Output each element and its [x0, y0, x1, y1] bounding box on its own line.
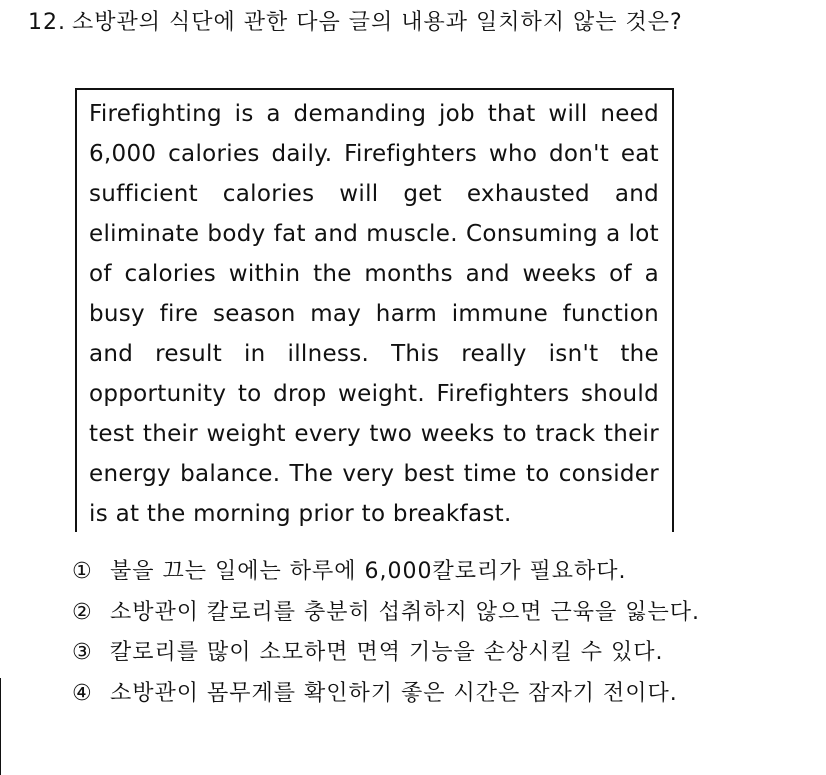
choice-marker: ① — [72, 559, 93, 584]
passage-box — [75, 88, 674, 532]
choice-text: 소방관이 칼로리를 충분히 섭취하지 않으면 근육을 잃는다. — [110, 600, 701, 625]
choice-1[interactable] — [72, 556, 772, 588]
choice-4[interactable] — [72, 678, 772, 709]
choice-2[interactable] — [72, 597, 772, 628]
choice-text: 소방관이 몸무게를 확인하기 좋은 시간은 잠자기 전이다. — [110, 681, 678, 706]
choice-marker: ② — [72, 600, 93, 625]
question-number: 12. — [28, 10, 66, 35]
column-divider — [0, 678, 1, 775]
choice-marker: ③ — [72, 640, 93, 665]
question-text: 소방관의 식단에 관한 다음 글의 내용과 일치하지 않는 것은? — [72, 10, 683, 35]
choice-text: 칼로리를 많이 소모하면 면역 기능을 손상시킬 수 있다. — [110, 640, 664, 665]
choice-3[interactable] — [72, 637, 772, 669]
answer-choices — [72, 556, 772, 718]
question-stem — [28, 8, 808, 38]
passage-text: Firefighting is a demanding job that will need 6,000 calories daily. Firefighters who don't eat sufficient calories will get exhausted and eliminate body fat and muscle. Consuming a lot of calories within the months and weeks of a busy fire season may harm immune function and result in illness. This really isn't the opportunity to drop weight. Firefighters should test their weight every two weeks to track their energy balance. The very best time to consider is at the morning prior to breakfast. — [89, 101, 659, 527]
choice-text: 불을 끄는 일에는 하루에 6,000칼로리가 필요하다. — [110, 559, 627, 584]
choice-marker: ④ — [72, 681, 93, 706]
